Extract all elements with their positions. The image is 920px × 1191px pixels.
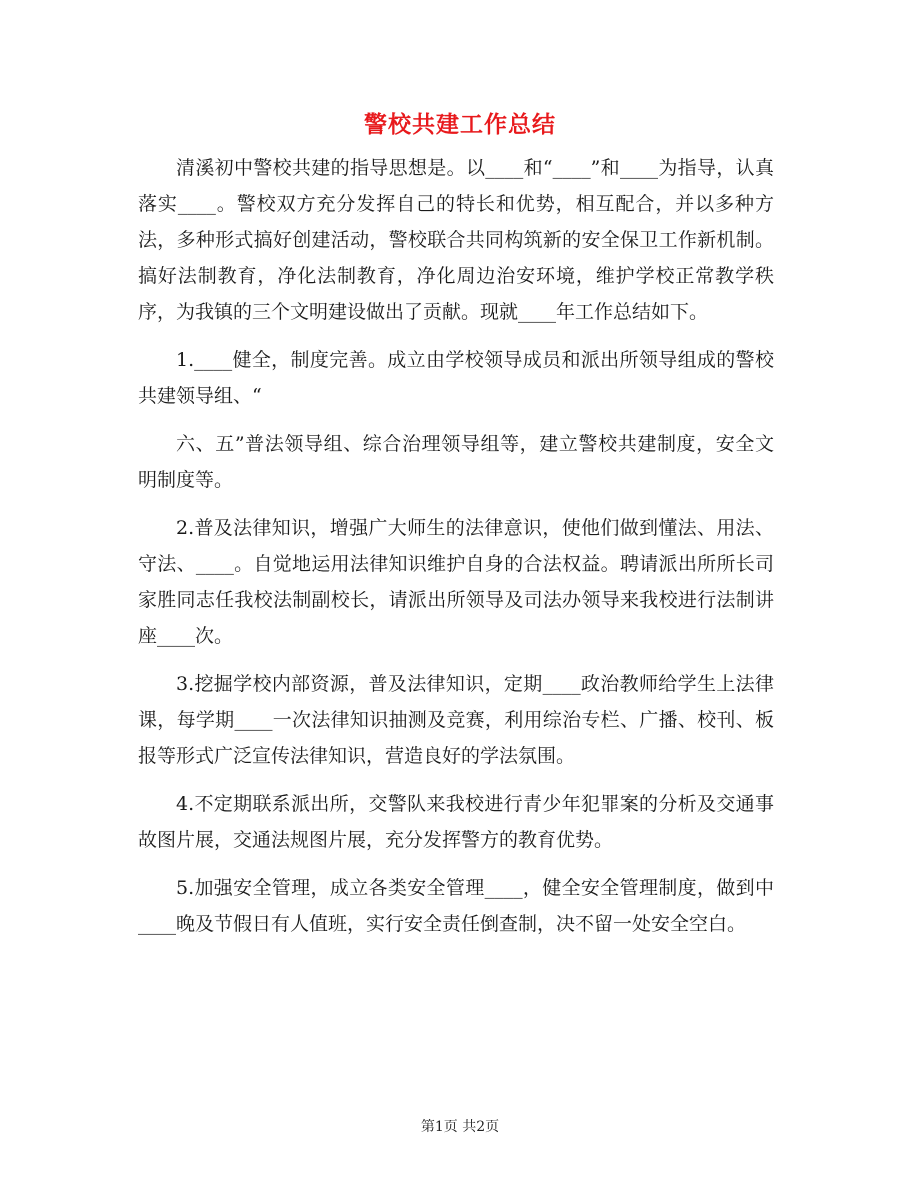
paragraph-item-2: 2.普及法律知识，增强广大师生的法律意识，使他们做到懂法、用法、守法、____。自觉地运用法律知识维护自身的合法权益。聘请派出所所长司家胜同志任我校法制副校长，请派出所领导及司法办领导来我校进行法制讲座____次。 [138, 517, 774, 647]
paragraph-item-1: 1.____健全，制度完善。成立由学校领导成员和派出所领导组成的警校共建领导组、“ [138, 349, 774, 407]
paragraph-item-3: 3.挖掘学校内部资源，普及法律知识，定期____政治教师给学生上法律课，每学期____一次法律知识抽测及竞赛，利用综治专栏、广播、校刊、板报等形式广泛宣传法律知识，营造良好的学法氛围。 [138, 673, 774, 767]
document-title: 警校共建工作总结 [364, 112, 556, 138]
paragraph-intro: 清溪初中警校共建的指导思想是。以____和“____”和____为指导，认真落实____。警校双方充分发挥自己的特长和优势，相互配合，并以多种方法，多种形式搞好创建活动，警校联合共同构筑新的安全保卫工作新机制。搞好法制教育，净化法制教育，净化周边治安环境，维护学校正常教学秩序，为我镇的三个文明建设做出了贡献。现就____年工作总结如下。 [138, 157, 774, 323]
paragraph-item-5: 5.加强安全管理，成立各类安全管理____，健全安全管理制度，做到中____晚及节假日有人值班，实行安全责任倒查制，决不留一处安全空白。 [138, 877, 774, 935]
document-body [138, 150, 774, 954]
page-number: 第1页 共2页 [420, 1119, 500, 1135]
paragraph-item-1-continued: 六、五”普法领导组、综合治理领导组等，建立警校共建制度，安全文明制度等。 [138, 433, 774, 491]
paragraph-item-4: 4.不定期联系派出所，交警队来我校进行青少年犯罪案的分析及交通事故图片展，交通法规图片展，充分发挥警方的教育优势。 [138, 793, 774, 851]
